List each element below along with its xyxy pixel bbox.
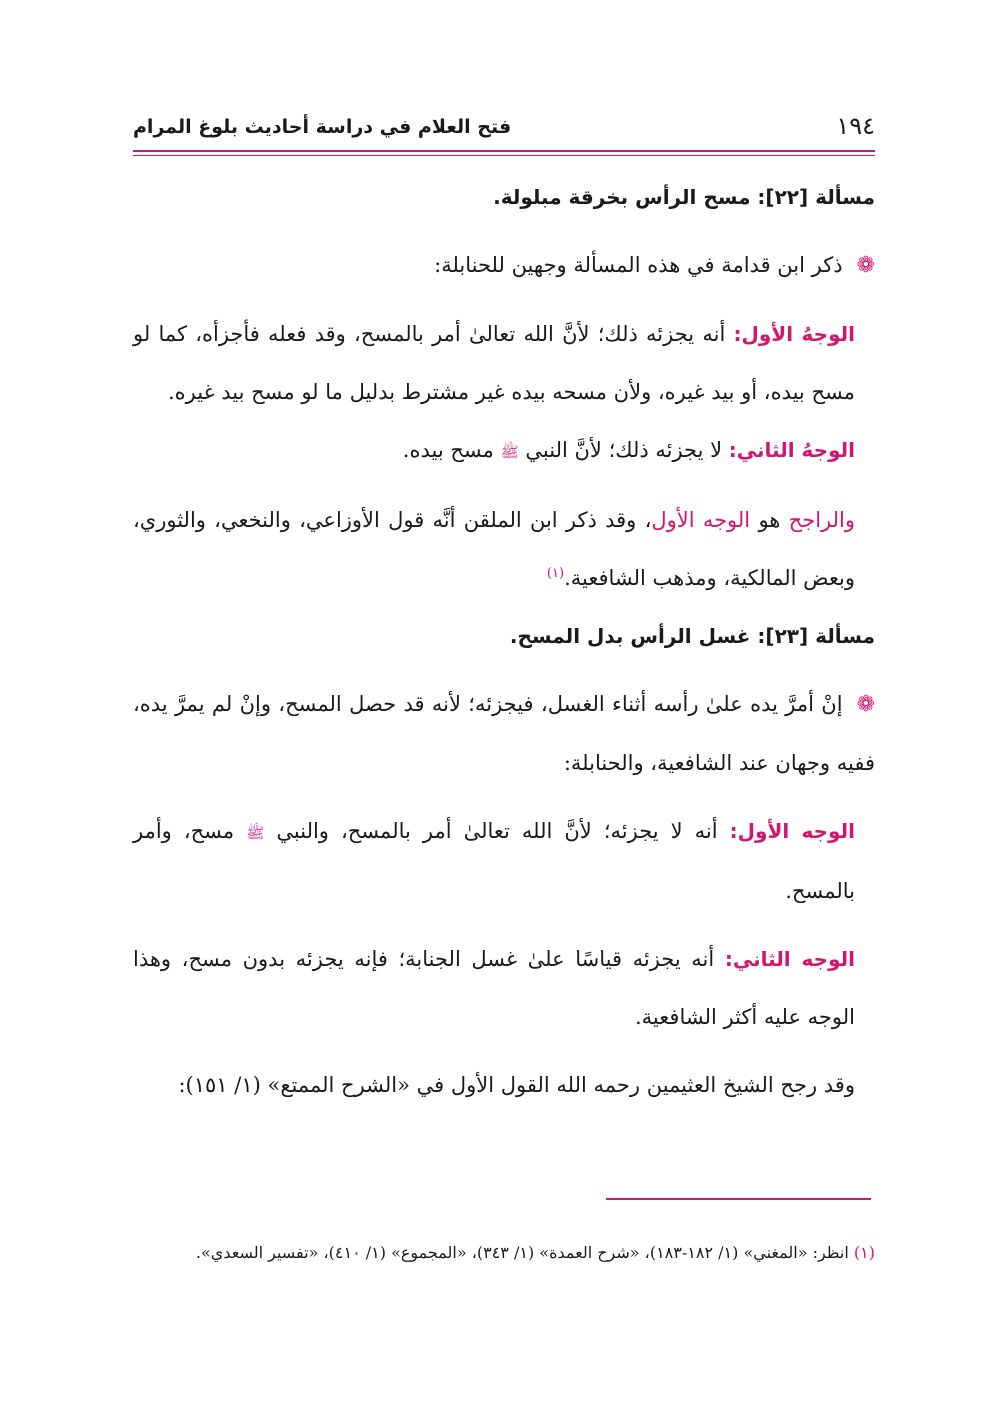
intro-text: ذكر ابن قدامة في هذه المسألة وجهين للحنابلة: — [434, 253, 843, 277]
intro-text-2: إنْ أمرَّ يده علىٰ رأسه أثناء الغسل، فيجزئه؛ لأنه قد حصل المسح، وإنْ لم يمرَّ يده، ففيه وجهان عند الشافعية، والحنابلة: — [133, 692, 875, 775]
running-header — [133, 112, 875, 152]
footnote — [133, 1236, 875, 1269]
flower-ornament-icon: ❁ — [856, 253, 875, 278]
flower-ornament-icon: ❁ — [856, 692, 875, 717]
preferred-label: والراجح — [788, 508, 855, 532]
second-view-label: الوجهُ الثاني: — [728, 438, 855, 462]
header-rule-thick — [133, 150, 875, 152]
paragraph-second-view-2 — [133, 930, 875, 1046]
first-view-text: أنه يجزئه ذلك؛ لأنَّ الله تعالىٰ أمر بالمسح، وقد فعله فأجزأه، كما لو مسح بيده، أو بيد غيره، ولأن مسحه بيده غير مشترط بدليل ما لو مسح بيد غيره. — [133, 322, 855, 404]
page-body — [133, 168, 875, 1114]
second-view-label-2: الوجه الثاني: — [724, 947, 855, 971]
footnote-text: انظر: «المغني» (١/ ١٨٢-١٨٣)، «شرح العمدة» (١/ ٣٤٣)، «المجموع» (١/ ٤١٠)، «تفسير السعدي». — [195, 1243, 849, 1262]
header-rule-thin — [133, 155, 875, 156]
paragraph-intro-2 — [133, 675, 875, 792]
paragraph-closing: وقد رجح الشيخ العثيمين رحمه الله القول الأول في «الشرح الممتع» (١/ ١٥١): — [178, 1073, 855, 1097]
second-view-text-2: أنه يجزئه قياسًا علىٰ غسل الجنابة؛ فإنه يجزئه بدون مسح، وهذا الوجه عليه أكثر الشافعية. — [133, 947, 855, 1029]
paragraph-preferred — [133, 491, 875, 607]
first-view-label-2: الوجه الأول: — [729, 819, 855, 843]
paragraph-second-view — [133, 421, 875, 481]
paragraph-intro — [133, 236, 875, 295]
first-view-text-2: أنه لا يجزئه؛ لأنَّ الله تعالىٰ أمر بالمسح، والنبي — [276, 819, 718, 843]
first-view-text-2-end: مسح، وأمر بالمسح. — [133, 819, 855, 903]
salutation-symbol-icon: ﷺ — [500, 443, 519, 461]
preferred-ref: الوجه الأول — [651, 508, 751, 532]
paragraph-first-view-2 — [133, 802, 875, 920]
section-heading: مسألة [٢٢]: مسح الرأس بخرقة مبلولة. — [493, 185, 875, 209]
second-view-text-end: مسح بيده. — [402, 438, 494, 462]
page-number: ١٩٤ — [836, 112, 875, 140]
footnote-mark: (١) — [853, 1243, 875, 1262]
second-view-text: لا يجزئه ذلك؛ لأنَّ النبي — [525, 438, 723, 462]
section-heading-2: مسألة [٢٣]: غسل الرأس بدل المسح. — [509, 624, 875, 648]
salutation-symbol-icon: ﷺ — [246, 824, 265, 842]
footnote-separator — [606, 1198, 871, 1200]
book-title: فتح العلام في دراسة أحاديث بلوغ المرام — [133, 116, 512, 138]
preferred-text: ، وقد ذكر ابن الملقن أنَّه قول الأوزاعي، والنخعي، والثوري، وبعض المالكية، ومذهب الشافعية. — [133, 508, 855, 590]
footnote-ref: (١) — [546, 566, 565, 581]
paragraph-first-view — [133, 305, 875, 421]
first-view-label: الوجهُ الأول: — [733, 322, 855, 346]
preferred-mid: هو — [758, 508, 781, 532]
